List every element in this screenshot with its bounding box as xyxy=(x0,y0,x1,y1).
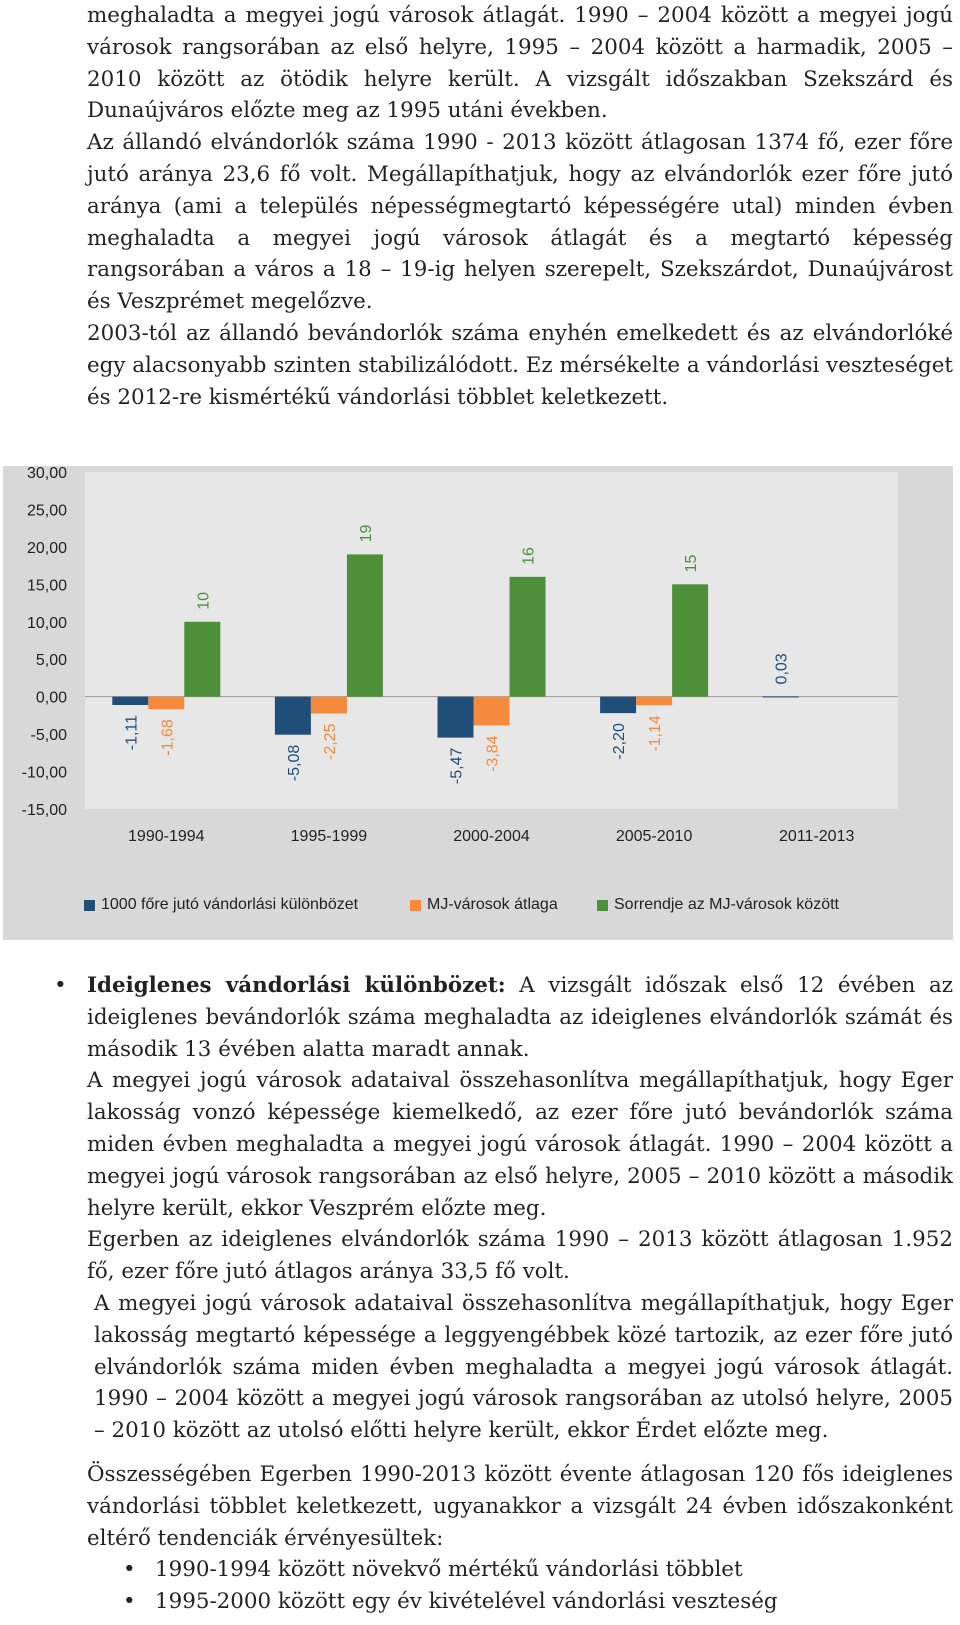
indented-paragraph: A megyei jogú városok adataival összehasonlítva megállapíthatjuk, hogy Eger lakosság megtartó képessége a leggyengébbek közé tartozik, az ezer főre jutó elvándorlók száma miden évben meghaladta a megyei jogú városok átlagát. 1990 – 2004 között a megyei jogú városok rangsorában az utolsó helyre, 2005 – 2010 között az utolsó előtti helyre került, ekkor Érdet előzte meg. xyxy=(94,1290,953,1444)
data-label: -5,08 xyxy=(285,744,303,782)
legend-label: MJ-városok átlaga xyxy=(427,896,558,913)
bullet-title: Ideiglenes vándorlási különbözet: xyxy=(87,973,506,998)
data-label: 10 xyxy=(195,591,213,610)
sub-bullet-text: 1990-1994 között növekvő mértékű vándorlási többlet xyxy=(155,1557,743,1583)
x-category-label: 2011-2013 xyxy=(779,828,855,845)
top-text-block xyxy=(87,0,953,413)
bar-1 xyxy=(438,697,474,738)
bar-2 xyxy=(636,697,672,706)
bullet-text: A vizsgált időszak első 12 évében az ideiglenes bevándorlók száma meghaladta az ideiglenes elvándorlók számát és második 13 évében alatta maradt annak. xyxy=(87,973,953,1062)
legend-swatch xyxy=(84,900,95,911)
bar-3 xyxy=(672,584,708,696)
paragraph: meghaladta a megyei jogú városok átlagát. 1990 – 2004 között a megyei jogú városok rangsorában az első helyre, 1995 – 2004 között a harmadik, 2005 – 2010 között az ötödik helyre került. A vizsgált időszakban Szekszárd és Dunaújváros előzte meg az 1995 utáni években. xyxy=(87,3,953,124)
paragraph: A megyei jogú városok adataival összehasonlítva megállapíthatjuk, hogy Eger lakosság vonzó képessége kiemelkedő, az ezer főre jutó bevándorlók száma miden évben meghaladta a megyei jogú városok átlagát. 1990 – 2004 között a megyei jogú városok rangsorában az első helyre, 2005 – 2010 között a második helyre került, ekkor Veszprém előzte meg. xyxy=(87,1068,953,1221)
data-label: 16 xyxy=(520,547,538,565)
y-tick-label: 0,00 xyxy=(35,689,67,707)
bullet-dot: • xyxy=(54,973,67,998)
bar-3 xyxy=(347,554,383,696)
x-category-label: 1995-1999 xyxy=(290,828,368,845)
y-tick-label: -15,00 xyxy=(21,802,67,819)
paragraph: Az állandó elvándorlók száma 1990 - 2013 között átlagosan 1374 fő, ezer főre jutó aránya 23,6 fő volt. Megállapíthatjuk, hogy az elvándorlók ezer főre jutó aránya (ami a település népességmegtartó képességére utal) minden évben meghaladta a megyei jogú városok átlagát és a megtartó képesség rangsorában a város a 18 – 19-ig helyen szerepelt, Szekszárdot, Dunaújvárost és Veszprémet megelőzve. xyxy=(87,130,953,315)
bullet-paragraph xyxy=(54,970,953,1065)
sub-bullet-text: 1995-2000 között egy év kivételével vándorlási veszteség xyxy=(155,1589,778,1615)
paragraph: Egerben az ideiglenes elvándorlók száma 1990 – 2013 között átlagosan 1.952 fő, ezer főre jutó átlagos aránya 33,5 fő volt. xyxy=(87,1227,953,1285)
bar-1 xyxy=(600,697,636,713)
bullet-dot: • xyxy=(123,1589,136,1615)
bar-1 xyxy=(763,696,799,697)
legend-item-series-1 xyxy=(84,896,358,914)
x-category-label: 2000-2004 xyxy=(453,828,530,845)
legend-swatch xyxy=(410,900,421,911)
paragraph: 2003-tól az állandó bevándorlók száma enyhén emelkedett és az elvándorlóké egy alacsonyabb szinten stabilizálódott. Ez mérsékelte a vándorlási veszteséget és 2012-re kismértékű vándorlási többlet keletkezett. xyxy=(87,320,953,410)
legend-item-series-3 xyxy=(597,896,839,914)
y-tick-label: 20,00 xyxy=(26,539,67,557)
data-label: 19 xyxy=(357,524,375,543)
bar-2 xyxy=(311,697,347,714)
x-category-label: 2005-2010 xyxy=(615,828,693,845)
sub-bullet-list xyxy=(87,1554,953,1618)
bar-2 xyxy=(148,697,184,710)
data-label: -1,14 xyxy=(647,715,665,752)
bar-1 xyxy=(275,697,311,735)
sub-bullet-item xyxy=(87,1554,953,1586)
y-tick-label: 15,00 xyxy=(26,577,67,595)
y-tick-label: 5,00 xyxy=(35,652,67,670)
bar-2 xyxy=(474,697,510,726)
migration-bar-chart xyxy=(3,466,953,940)
legend-swatch xyxy=(597,900,608,911)
y-tick-label: 10,00 xyxy=(26,614,67,632)
x-category-label: 1990-1994 xyxy=(128,828,205,845)
data-label: -5,47 xyxy=(448,747,466,785)
chart-svg xyxy=(3,466,953,940)
bar-3 xyxy=(510,577,546,697)
data-label: 15 xyxy=(683,554,701,573)
data-label: 0,03 xyxy=(773,653,791,685)
bar-3 xyxy=(184,622,220,697)
y-tick-label: -10,00 xyxy=(21,764,67,782)
y-tick-label: 25,00 xyxy=(26,502,67,520)
chart-legend xyxy=(0,896,960,920)
data-label: -3,84 xyxy=(484,735,502,772)
data-label: -1,11 xyxy=(123,714,141,751)
sub-bullet-item xyxy=(87,1586,953,1618)
bullet-dot: • xyxy=(123,1557,136,1583)
legend-label: Sorrendje az MJ-városok között xyxy=(614,896,839,913)
y-tick-label: 30,00 xyxy=(26,466,67,482)
legend-label: 1000 főre jutó vándorlási különbözet xyxy=(101,896,359,913)
data-label: -1,68 xyxy=(159,719,177,756)
y-tick-label: -5,00 xyxy=(30,727,67,745)
bar-1 xyxy=(112,697,148,705)
summary-paragraph: Összességében Egerben 1990-2013 között évente átlagosan 120 fős ideiglenes vándorlási többlet keletkezett, ugyanakkor a vizsgált 24 évben időszakonként eltérő tendenciák érvényesültek: xyxy=(87,1461,953,1551)
data-label: -2,20 xyxy=(611,723,629,760)
bottom-text-block xyxy=(54,970,953,1618)
legend-item-series-2 xyxy=(410,896,558,914)
data-label: -2,25 xyxy=(321,723,339,760)
